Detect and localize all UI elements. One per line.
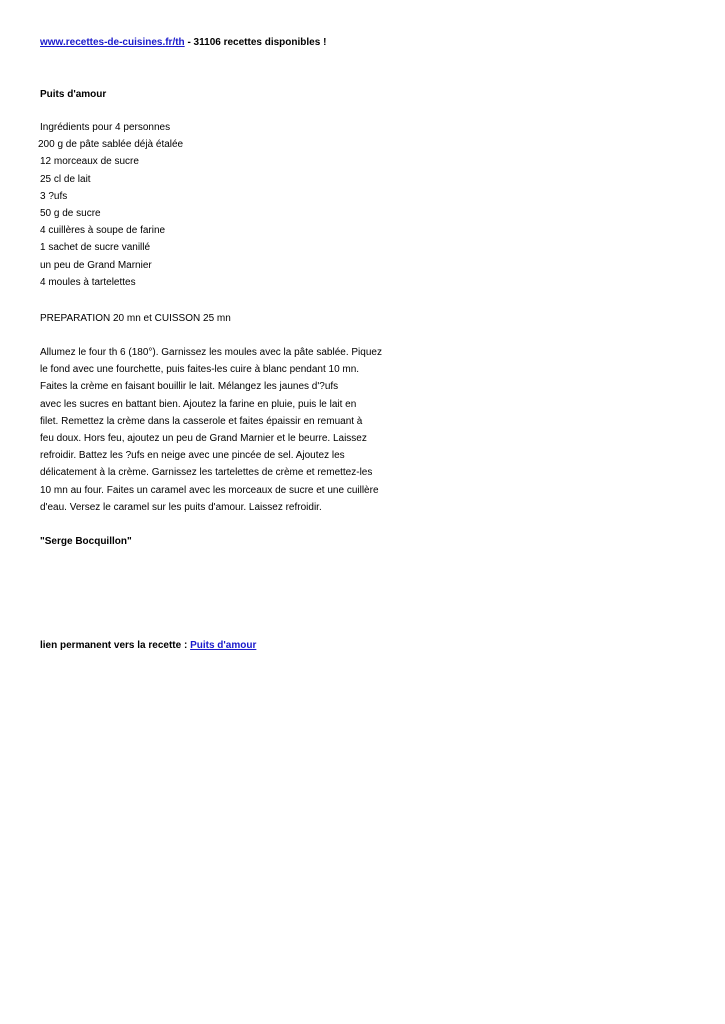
ingredient-line: 3 ?ufs [40, 190, 68, 202]
ingredients-list [40, 122, 183, 294]
instruction-line: délicatement à la crème. Garnissez les tartelettes de crème et remettez-les [40, 467, 373, 479]
ingredient-line: 50 g de sucre [40, 207, 101, 219]
ingredient-line: un peu de Grand Marnier [40, 259, 152, 271]
ingredient-line: 1 sachet de sucre vanillé [40, 242, 151, 254]
ingredient-line: 4 moules à tartelettes [40, 276, 136, 288]
instruction-line: 10 mn au four. Faites un caramel avec les morceaux de sucre et une cuillère [40, 484, 379, 496]
instruction-line: le fond avec une fourchette, puis faites-les cuire à blanc pendant 10 mn. [40, 364, 360, 376]
ingredient-line: Ingrédients pour 4 personnes [40, 122, 171, 133]
instruction-line: avec les sucres en battant bien. Ajoutez la farine en pluie, puis le lait en [40, 398, 357, 410]
ingredient-line: 4 cuillères à soupe de farine [40, 225, 166, 237]
instruction-line: feu doux. Hors feu, ajoutez un peu de Grand Marnier et le beurre. Laissez [40, 432, 367, 444]
instruction-line: Allumez le four th 6 (180°). Garnissez les moules avec la pâte sablée. Piquez [40, 347, 382, 358]
instruction-line: refroidir. Battez les ?ufs en neige avec une pincée de sel. Ajoutez les [40, 450, 345, 462]
ingredient-line: 25 cl de lait [40, 173, 91, 185]
instruction-line: filet. Remettez la crème dans la casserole et faites épaissir en remuant à [40, 415, 363, 427]
recipe-title: Puits d'amour [40, 89, 107, 100]
site-link[interactable]: www.recettes-de-cuisines.fr/th [40, 37, 185, 48]
site-header [40, 37, 326, 49]
prep-time: PREPARATION 20 mn et CUISSON 25 mn [40, 313, 231, 324]
permalink-line [40, 640, 256, 652]
instruction-line: d'eau. Versez le caramel sur les puits d'amour. Laissez refroidir. [40, 501, 322, 513]
ingredient-line: 200 g de pâte sablée déjà étalée [38, 139, 184, 151]
instruction-line: Faites la crème en faisant bouillir le lait. Mélangez les jaunes d'?ufs [40, 381, 339, 393]
permalink-label: lien permanent vers la recette : [40, 640, 191, 651]
recipe-author: "Serge Bocquillon" [40, 536, 132, 547]
site-header-suffix: - 31106 recettes disponibles ! [184, 37, 327, 48]
instructions-text [40, 347, 382, 519]
ingredient-line: 12 morceaux de sucre [40, 156, 139, 168]
permalink-link[interactable]: Puits d'amour [190, 640, 257, 651]
